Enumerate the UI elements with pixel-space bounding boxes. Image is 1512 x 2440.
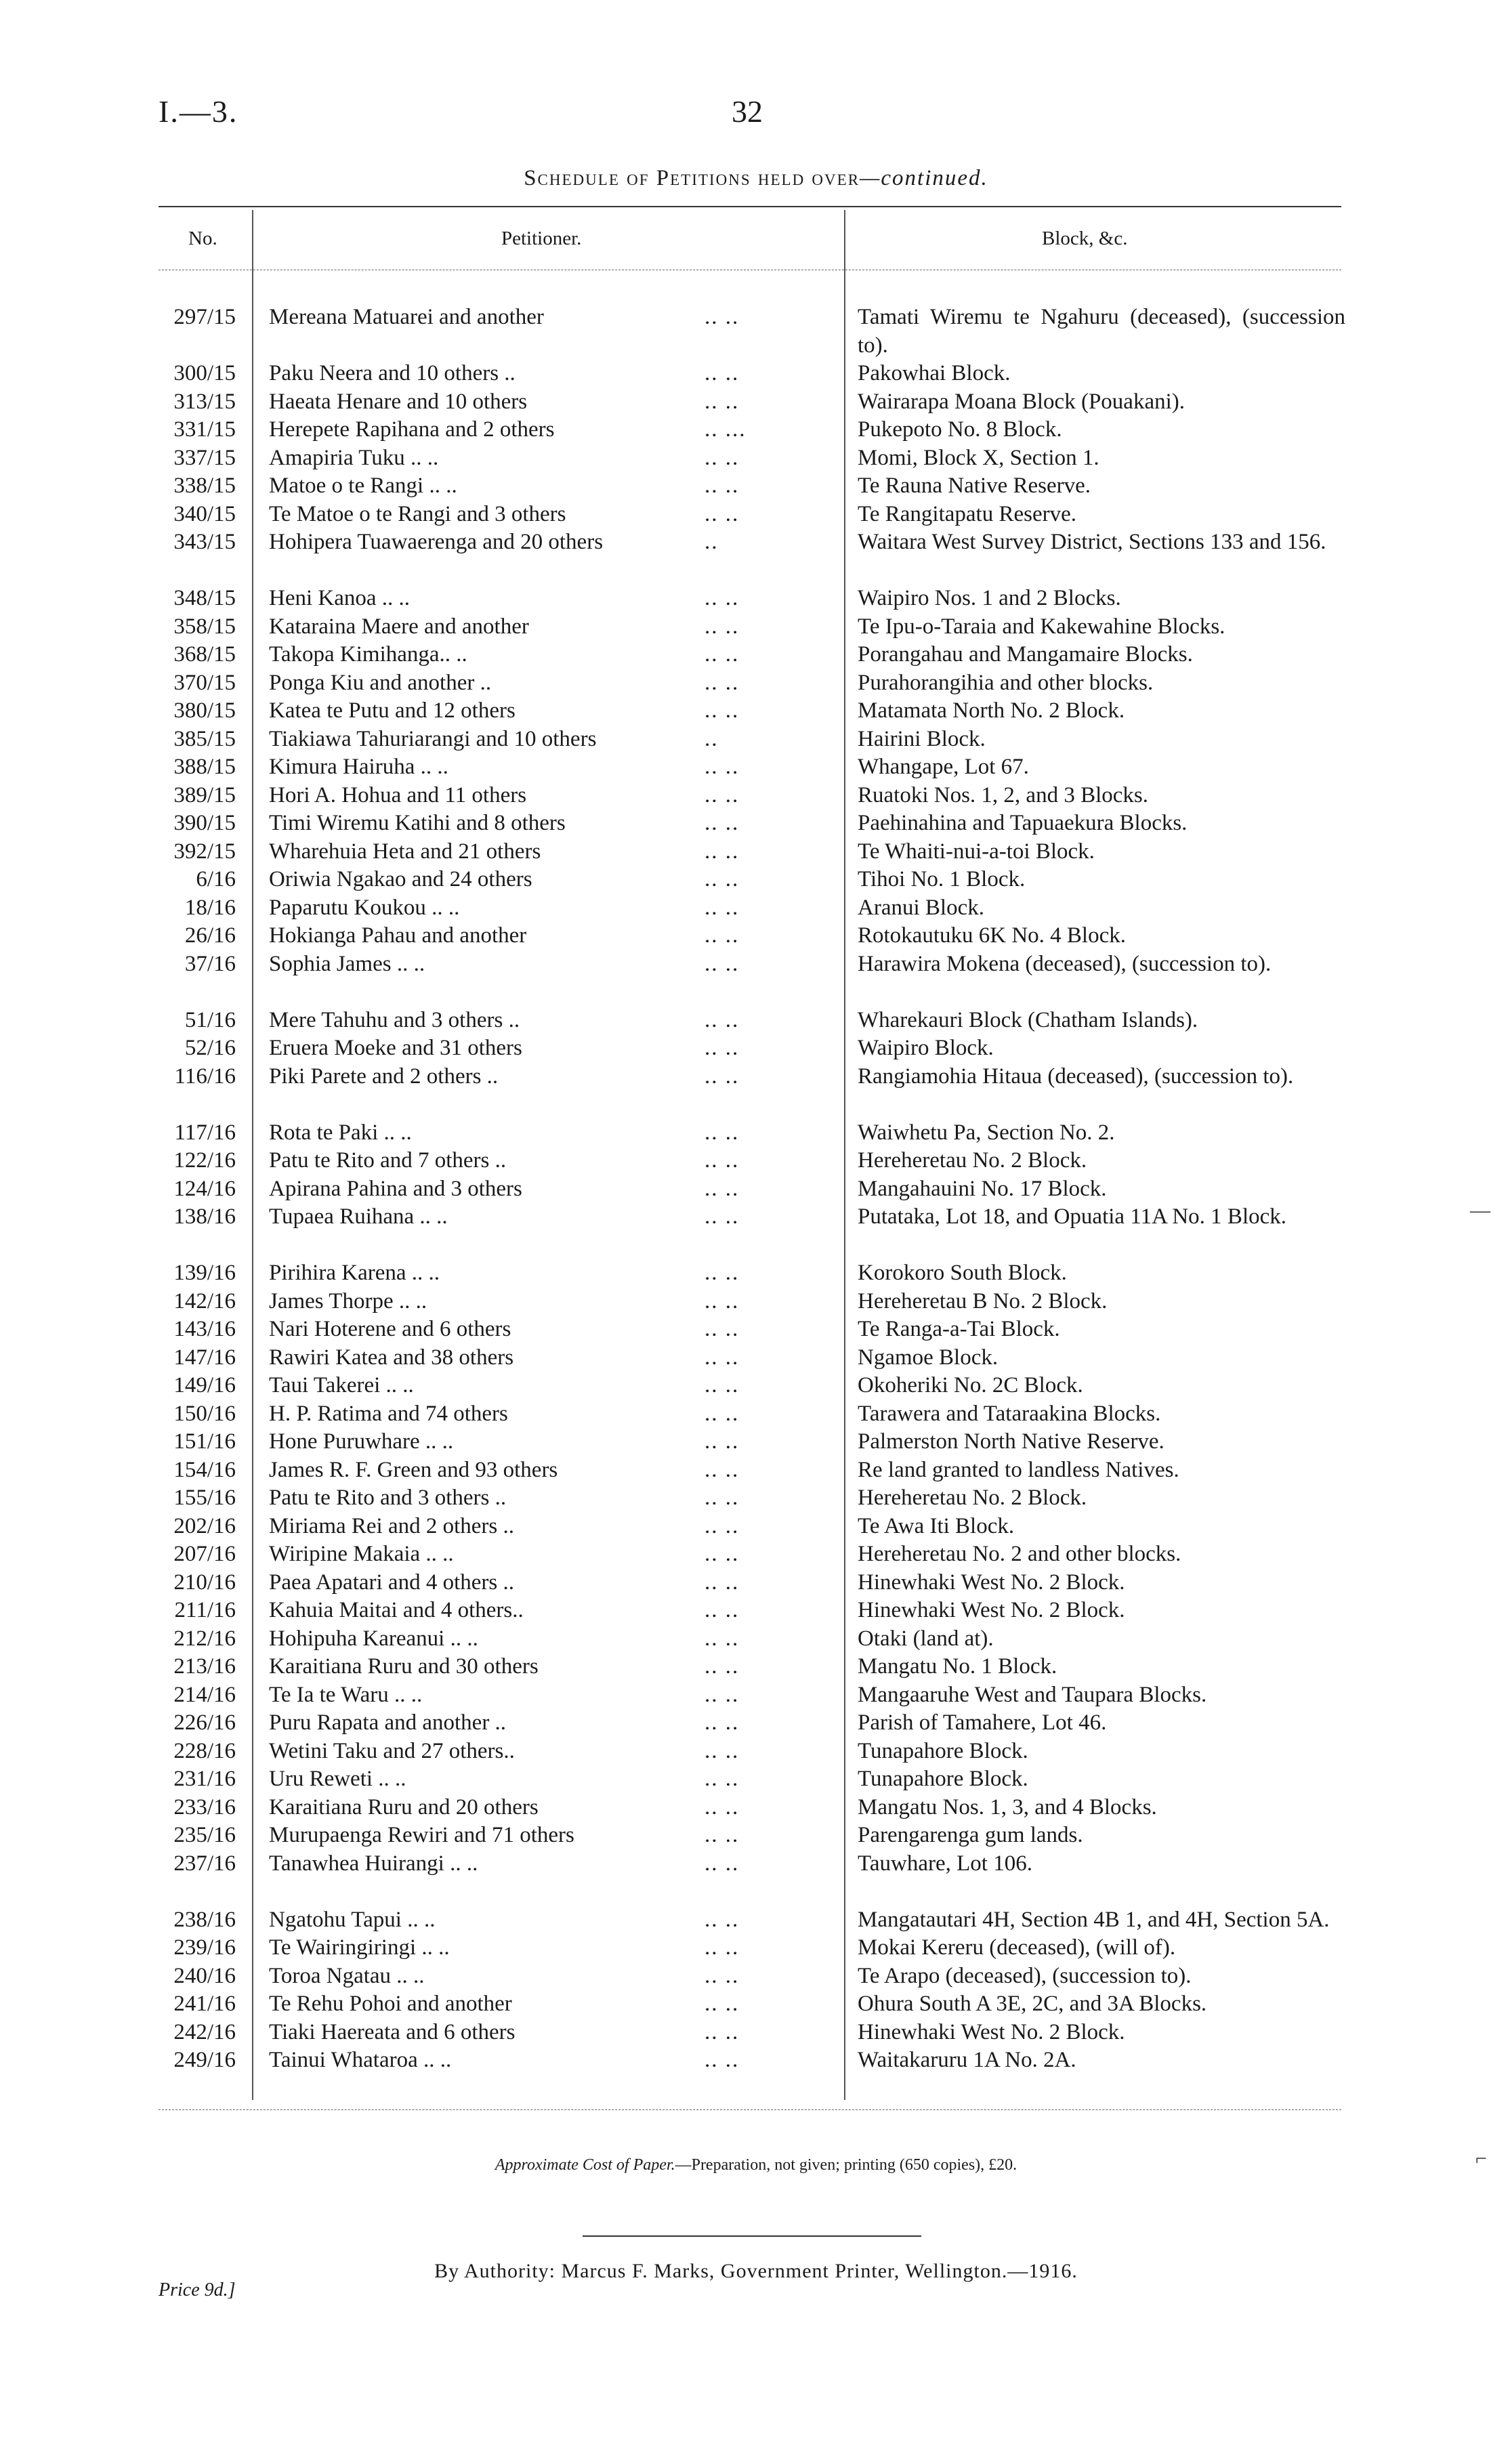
- row-number: 207/16: [173, 1542, 236, 1566]
- row-number: 368/15: [173, 642, 236, 667]
- row-petitioner: Hone Puruwhare .. ..: [269, 1429, 454, 1454]
- row-petitioner: Paparutu Koukou .. ..: [269, 895, 460, 920]
- row-petitioner: Tanawhea Huirangi .. ..: [269, 1851, 478, 1876]
- row-petitioner: Herepete Rapihana and 2 others: [269, 417, 555, 442]
- row-leader-dots: .. ..: [705, 1513, 740, 1538]
- row-petitioner: Wiripine Makaia .. ..: [269, 1542, 454, 1566]
- row-leader-dots: .. ..: [705, 811, 740, 835]
- row-leader-dots: .. ..: [705, 642, 740, 667]
- row-block: Paehinahina and Tapuaekura Blocks.: [858, 811, 1188, 835]
- row-block: Ruatoki Nos. 1, 2, and 3 Blocks.: [858, 782, 1148, 807]
- row-number: 18/16: [184, 895, 236, 920]
- row-number: 313/15: [173, 389, 236, 414]
- row-leader-dots: .. ..: [705, 361, 740, 385]
- row-number: 300/15: [173, 361, 236, 385]
- row-number: 214/16: [173, 1682, 236, 1707]
- row-leader-dots: .. ..: [705, 839, 740, 864]
- row-number: 124/16: [173, 1176, 236, 1201]
- row-number: 52/16: [184, 1036, 236, 1060]
- row-number: 385/15: [173, 726, 236, 751]
- row-number: 122/16: [173, 1148, 236, 1173]
- row-number: 139/16: [173, 1261, 236, 1285]
- row-leader-dots: .. ..: [705, 1794, 740, 1820]
- row-number: 37/16: [184, 951, 236, 976]
- row-block: Hereheretau No. 2 Block.: [858, 1148, 1087, 1173]
- row-block: Mangatu Nos. 1, 3, and 4 Blocks.: [858, 1794, 1157, 1820]
- row-number: 241/16: [173, 1992, 236, 2016]
- row-leader-dots: .. ..: [705, 1036, 740, 1060]
- row-block: Hinewhaki West No. 2 Block.: [858, 1570, 1125, 1595]
- row-leader-dots: .. ..: [705, 1204, 740, 1229]
- row-number: 155/16: [173, 1486, 236, 1510]
- row-petitioner: Piki Parete and 2 others ..: [269, 1064, 499, 1089]
- row-block: Wairarapa Moana Block (Pouakani).: [858, 389, 1185, 414]
- row-block: Korokoro South Block.: [858, 1261, 1067, 1285]
- row-petitioner: Paea Apatari and 4 others ..: [269, 1570, 514, 1595]
- row-petitioner: James R. F. Green and 93 others: [269, 1457, 558, 1482]
- row-block: Mangaaruhe West and Taupara Blocks.: [858, 1682, 1207, 1707]
- row-petitioner: H. P. Ratima and 74 others: [269, 1401, 508, 1426]
- row-petitioner: Karaitiana Ruru and 20 others: [269, 1794, 539, 1820]
- row-leader-dots: .. ..: [705, 1626, 740, 1651]
- row-block: Waitakaruru 1A No. 2A.: [858, 2048, 1076, 2072]
- row-number: 235/16: [173, 1823, 236, 1847]
- row-petitioner: Patu te Rito and 3 others ..: [269, 1486, 507, 1510]
- row-petitioner: Rawiri Katea and 38 others: [269, 1345, 514, 1370]
- row-leader-dots: .. ..: [705, 1598, 740, 1622]
- row-block: Porangahau and Mangamaire Blocks.: [858, 642, 1193, 667]
- row-leader-dots: .. ..: [705, 1064, 740, 1089]
- column-header-no: No.: [188, 228, 217, 249]
- row-block: Palmerston North Native Reserve.: [858, 1429, 1164, 1454]
- row-block: Mokai Kereru (deceased), (will of).: [858, 1935, 1176, 1960]
- row-number: 390/15: [173, 811, 236, 835]
- row-leader-dots: .. ..: [705, 445, 740, 470]
- row-petitioner: Oriwia Ngakao and 24 others: [269, 867, 532, 891]
- row-petitioner: Eruera Moeke and 31 others: [269, 1036, 522, 1060]
- row-petitioner: Te Ia te Waru .. ..: [269, 1682, 423, 1707]
- row-number: 149/16: [173, 1373, 236, 1397]
- row-block: Parish of Tamahere, Lot 46.: [858, 1710, 1107, 1735]
- row-petitioner: Hori A. Hohua and 11 others: [269, 782, 527, 807]
- row-block: Ngamoe Block.: [858, 1345, 999, 1370]
- row-petitioner: Tiaki Haereata and 6 others: [269, 2019, 516, 2044]
- row-block: Hairini Block.: [858, 726, 986, 751]
- margin-mark-icon: ⌐: [1475, 2147, 1487, 2170]
- row-block: Wharekauri Block (Chatham Islands).: [858, 1007, 1198, 1032]
- row-number: 389/15: [173, 782, 236, 807]
- row-leader-dots: .. ..: [705, 501, 740, 526]
- row-leader-dots: .. ..: [705, 1261, 740, 1285]
- row-block: Whangape, Lot 67.: [858, 755, 1029, 779]
- row-petitioner: Kimura Hairuha .. ..: [269, 755, 448, 779]
- row-block: Te Ranga-a-Tai Block.: [858, 1317, 1060, 1341]
- row-petitioner: Taui Takerei .. ..: [269, 1373, 414, 1397]
- row-block: Hereheretau B No. 2 Block.: [858, 1288, 1108, 1313]
- row-block: Waipiro Block.: [858, 1036, 994, 1060]
- row-petitioner: Pirihira Karena .. ..: [269, 1261, 440, 1285]
- row-leader-dots: .. ..: [705, 1120, 740, 1145]
- row-leader-dots: .. ..: [705, 1963, 740, 1988]
- row-leader-dots: .. ..: [705, 1317, 740, 1341]
- row-number: 380/15: [173, 698, 236, 723]
- row-leader-dots: .. ..: [705, 586, 740, 610]
- column-header-petitioner: Petitioner.: [501, 228, 582, 249]
- row-leader-dots: .. ..: [705, 951, 740, 976]
- row-petitioner: Rota te Paki .. ..: [269, 1120, 412, 1145]
- row-number: 213/16: [173, 1654, 236, 1679]
- row-number: 226/16: [173, 1710, 236, 1735]
- row-leader-dots: .. ..: [705, 1457, 740, 1482]
- row-number: 388/15: [173, 755, 236, 779]
- authority-line: By Authority: Marcus F. Marks, Government Printer, Wellington.—1916.: [434, 2260, 1078, 2282]
- row-block: Hereheretau No. 2 Block.: [858, 1486, 1087, 1510]
- row-petitioner: Toroa Ngatau .. ..: [269, 1963, 425, 1988]
- row-block: Tihoi No. 1 Block.: [858, 867, 1026, 891]
- row-petitioner: Tupaea Ruihana .. ..: [269, 1204, 448, 1229]
- row-number: 116/16: [174, 1064, 236, 1089]
- row-block: Rangiamohia Hitaua (deceased), (succession to).: [858, 1064, 1294, 1089]
- row-leader-dots: .. ..: [705, 1007, 740, 1032]
- row-leader-dots: .. ..: [705, 755, 740, 779]
- row-leader-dots: .. ..: [705, 1373, 740, 1397]
- row-leader-dots: .. ..: [705, 782, 740, 807]
- title-continued: —continued.: [860, 166, 988, 190]
- row-number: 150/16: [173, 1401, 236, 1426]
- row-block: Tarawera and Tataraakina Blocks.: [858, 1401, 1161, 1426]
- top-rule: [159, 206, 1341, 207]
- column-divider-1: [252, 210, 253, 2100]
- row-block: Waiwhetu Pa, Section No. 2.: [858, 1120, 1115, 1145]
- row-petitioner: Takopa Kimihanga.. ..: [269, 642, 467, 667]
- row-block: Pukepoto No. 8 Block.: [858, 417, 1062, 442]
- row-leader-dots: .. ..: [705, 1738, 740, 1763]
- row-number: 240/16: [173, 1963, 236, 1988]
- row-block: Okoheriki No. 2C Block.: [858, 1373, 1083, 1397]
- column-header-block: Block, &c.: [1042, 228, 1128, 249]
- row-block: Tauwhare, Lot 106.: [858, 1851, 1032, 1876]
- row-leader-dots: .. ..: [705, 1148, 740, 1173]
- row-block: Mangahauini No. 17 Block.: [858, 1176, 1107, 1201]
- row-block: Rotokautuku 6K No. 4 Block.: [858, 923, 1126, 948]
- row-block: Te Awa Iti Block.: [858, 1513, 1015, 1538]
- row-block: Otaki (land at).: [858, 1626, 994, 1651]
- row-block: Mangatu No. 1 Block.: [858, 1654, 1057, 1679]
- row-leader-dots: .. ..: [705, 1935, 740, 1960]
- bottom-rule: [159, 2109, 1341, 2110]
- row-petitioner: Ponga Kiu and another ..: [269, 670, 492, 695]
- row-block: Tunapahore Block.: [858, 1738, 1028, 1763]
- row-leader-dots: .. ..: [705, 2019, 740, 2044]
- row-leader-dots: .. ..: [705, 1288, 740, 1313]
- row-block: Hinewhaki West No. 2 Block.: [858, 2019, 1125, 2044]
- row-block: Te Ipu-o-Taraia and Kakewahine Blocks.: [858, 614, 1225, 639]
- row-block: Ohura South A 3E, 2C, and 3A Blocks.: [858, 1992, 1207, 2016]
- page-reference: I.—3.: [159, 94, 238, 129]
- row-block: Tunapahore Block.: [858, 1767, 1028, 1791]
- row-number: 392/15: [173, 839, 236, 864]
- row-petitioner: Apirana Pahina and 3 others: [269, 1176, 522, 1201]
- row-leader-dots: ..: [705, 726, 719, 751]
- price-note: Price 9d.]: [159, 2279, 236, 2300]
- row-number: 343/15: [173, 530, 236, 554]
- row-number: 237/16: [173, 1851, 236, 1876]
- footer-short-rule: [583, 2235, 921, 2237]
- row-number: 337/15: [173, 445, 236, 470]
- row-block: Hinewhaki West No. 2 Block.: [858, 1598, 1125, 1622]
- row-petitioner: Te Wairingiringi .. ..: [269, 1935, 450, 1960]
- row-petitioner: Te Rehu Pohoi and another: [269, 1992, 512, 2016]
- row-number: 238/16: [173, 1907, 236, 1932]
- row-leader-dots: .. ..: [705, 1710, 740, 1735]
- row-block: Pakowhai Block.: [858, 361, 1011, 385]
- row-number: 6/16: [196, 867, 236, 891]
- row-petitioner: Uru Reweti .. ..: [269, 1767, 406, 1791]
- page-number: 32: [732, 94, 763, 129]
- row-petitioner: Hohipera Tuawaerenga and 20 others: [269, 530, 604, 554]
- row-leader-dots: .. ..: [705, 1570, 740, 1595]
- row-number: 142/16: [173, 1288, 236, 1313]
- row-petitioner: Paku Neera and 10 others ..: [269, 361, 516, 385]
- row-leader-dots: .. ..: [705, 614, 740, 639]
- row-leader-dots: ..: [705, 530, 719, 554]
- row-leader-dots: .. ..: [705, 1429, 740, 1454]
- row-petitioner: Heni Kanoa .. ..: [269, 586, 411, 610]
- row-number: 242/16: [173, 2019, 236, 2044]
- row-number: 297/15: [173, 305, 236, 329]
- row-block: Te Rangitapatu Reserve.: [858, 501, 1076, 526]
- row-petitioner: Wetini Taku and 27 others..: [269, 1738, 515, 1763]
- row-leader-dots: .. ..: [705, 1851, 740, 1876]
- row-block: Harawira Mokena (deceased), (succession to).: [858, 951, 1272, 976]
- row-petitioner: Tiakiawa Tahuriarangi and 10 others: [269, 726, 597, 751]
- cost-note: [0, 2156, 1512, 2174]
- row-block: Mangatautari 4H, Section 4B 1, and 4H, Section 5A.: [858, 1907, 1330, 1932]
- row-leader-dots: .. ..: [705, 1176, 740, 1201]
- row-leader-dots: .. ..: [705, 1682, 740, 1707]
- row-leader-dots: .. ..: [705, 1823, 740, 1847]
- margin-mark-icon: —: [1470, 1199, 1490, 1221]
- row-petitioner: Tainui Whataroa .. ..: [269, 2048, 452, 2072]
- row-petitioner: Miriama Rei and 2 others ..: [269, 1513, 515, 1538]
- row-number: 211/16: [174, 1598, 236, 1622]
- row-petitioner: Mereana Matuarei and another: [269, 305, 544, 329]
- row-leader-dots: .. ..: [705, 1401, 740, 1426]
- row-leader-dots: .. ...: [705, 417, 747, 442]
- row-leader-dots: .. ..: [705, 1486, 740, 1510]
- row-leader-dots: .. ..: [705, 1992, 740, 2016]
- row-petitioner: Wharehuia Heta and 21 others: [269, 839, 541, 864]
- row-leader-dots: .. ..: [705, 1767, 740, 1791]
- row-number: 202/16: [173, 1513, 236, 1538]
- row-number: 231/16: [173, 1767, 236, 1791]
- row-number: 151/16: [173, 1429, 236, 1454]
- row-number: 249/16: [173, 2048, 236, 2072]
- row-number: 233/16: [173, 1794, 236, 1820]
- row-number: 212/16: [173, 1626, 236, 1651]
- row-number: 338/15: [173, 474, 236, 498]
- row-block: Re land granted to landless Natives.: [858, 1457, 1179, 1482]
- row-number: 331/15: [173, 417, 236, 442]
- row-petitioner: James Thorpe .. ..: [269, 1288, 427, 1313]
- row-number: 51/16: [184, 1007, 236, 1032]
- row-leader-dots: .. ..: [705, 698, 740, 723]
- row-number: 26/16: [184, 923, 236, 948]
- row-petitioner: Puru Rapata and another ..: [269, 1710, 507, 1735]
- row-leader-dots: .. ..: [705, 389, 740, 414]
- row-number: 228/16: [173, 1738, 236, 1763]
- row-petitioner: Hohipuha Kareanui .. ..: [269, 1626, 478, 1651]
- row-block: Aranui Block.: [858, 895, 984, 920]
- row-leader-dots: .. ..: [705, 867, 740, 891]
- row-leader-dots: .. ..: [705, 895, 740, 920]
- row-petitioner: Kahuia Maitai and 4 others..: [269, 1598, 524, 1622]
- row-petitioner: Te Matoe o te Rangi and 3 others: [269, 501, 566, 526]
- row-petitioner: Patu te Rito and 7 others ..: [269, 1148, 507, 1173]
- row-petitioner: Matoe o te Rangi .. ..: [269, 474, 457, 498]
- row-petitioner: Nari Hoterene and 6 others: [269, 1317, 511, 1341]
- row-leader-dots: .. ..: [705, 1345, 740, 1370]
- row-number: 358/15: [173, 614, 236, 639]
- row-leader-dots: .. ..: [705, 1654, 740, 1679]
- cost-label: Approximate Cost of Paper.: [495, 2156, 675, 2174]
- row-petitioner: Karaitiana Ruru and 30 others: [269, 1654, 539, 1679]
- row-number: 138/16: [173, 1204, 236, 1229]
- title-text: Schedule of Petitions held over: [524, 166, 860, 190]
- row-block: Matamata North No. 2 Block.: [858, 698, 1125, 723]
- row-leader-dots: .. ..: [705, 474, 740, 498]
- row-block: Waitara West Survey District, Sections 133 and 156.: [858, 530, 1326, 554]
- row-petitioner: Timi Wiremu Katihi and 8 others: [269, 811, 566, 835]
- row-block: Te Rauna Native Reserve.: [858, 474, 1091, 498]
- row-leader-dots: .. ..: [705, 923, 740, 948]
- row-petitioner: Murupaenga Rewiri and 71 others: [269, 1823, 574, 1847]
- row-petitioner: Amapiria Tuku .. ..: [269, 445, 439, 470]
- row-leader-dots: .. ..: [705, 670, 740, 695]
- row-petitioner: Kataraina Maere and another: [269, 614, 529, 639]
- row-leader-dots: .. ..: [705, 305, 740, 329]
- row-block: Tamati Wiremu te Ngahuru (deceased), (succession to).: [858, 305, 1345, 358]
- row-petitioner: Haeata Henare and 10 others: [269, 389, 528, 414]
- row-block: Hereheretau No. 2 and other blocks.: [858, 1542, 1181, 1566]
- row-leader-dots: .. ..: [705, 1542, 740, 1566]
- row-number: 210/16: [173, 1570, 236, 1595]
- row-block: Putataka, Lot 18, and Opuatia 11A No. 1 Block.: [858, 1204, 1287, 1229]
- cost-text: —Preparation, not given; printing (650 copies), £20.: [675, 2156, 1017, 2174]
- row-petitioner: Sophia James .. ..: [269, 951, 425, 976]
- row-block: Momi, Block X, Section 1.: [858, 445, 1099, 470]
- row-block: Te Whaiti-nui-a-toi Block.: [858, 839, 1095, 864]
- row-number: 340/15: [173, 501, 236, 526]
- row-petitioner: Mere Tahuhu and 3 others ..: [269, 1007, 520, 1032]
- row-number: 143/16: [173, 1317, 236, 1341]
- row-block: Purahorangihia and other blocks.: [858, 670, 1154, 695]
- row-leader-dots: .. ..: [705, 2048, 740, 2072]
- row-block: Waipiro Nos. 1 and 2 Blocks.: [858, 586, 1121, 610]
- schedule-title: [0, 166, 1512, 191]
- row-number: 370/15: [173, 670, 236, 695]
- row-block: Parengarenga gum lands.: [858, 1823, 1083, 1847]
- column-divider-2: [844, 210, 845, 2100]
- row-number: 117/16: [174, 1120, 236, 1145]
- row-petitioner: Ngatohu Tapui .. ..: [269, 1907, 436, 1932]
- row-number: 239/16: [173, 1935, 236, 1960]
- row-petitioner: Hokianga Pahau and another: [269, 923, 527, 948]
- row-petitioner: Katea te Putu and 12 others: [269, 698, 516, 723]
- row-number: 147/16: [173, 1345, 236, 1370]
- row-number: 348/15: [173, 586, 236, 610]
- row-number: 154/16: [173, 1457, 236, 1482]
- row-block: Te Arapo (deceased), (succession to).: [858, 1963, 1192, 1988]
- row-leader-dots: .. ..: [705, 1907, 740, 1932]
